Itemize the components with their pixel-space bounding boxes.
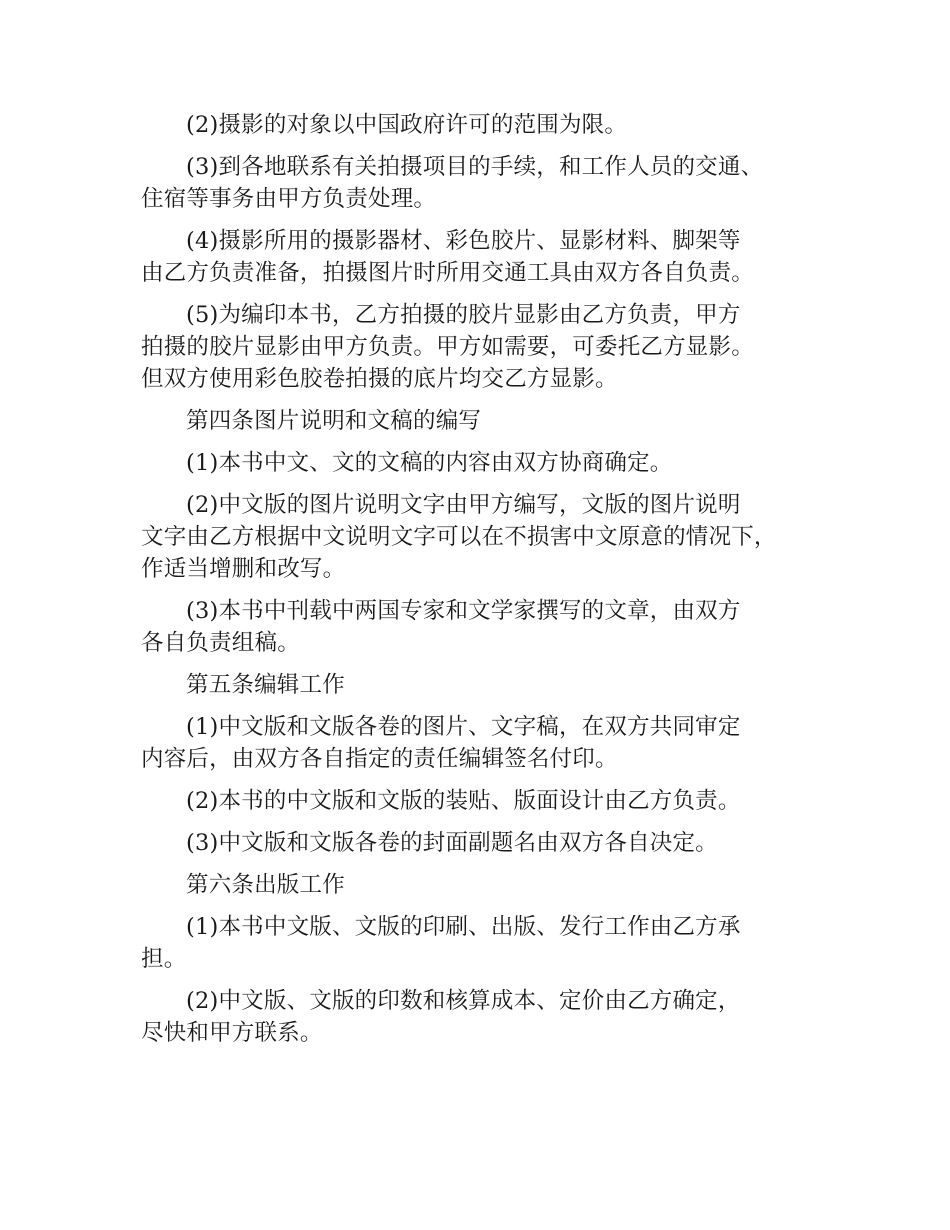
- clause-5-item-3: (3)中文版和文版各卷的封面副题名由双方各自决定。: [186, 830, 718, 856]
- clause-3-item-4: (4)摄影所用的摄影器材、彩色胶片、显影材料、脚架等 由乙方负责准备，拍摄图片时所用交通工具由双方各自负责。: [141, 228, 754, 286]
- clause-5-item-2: (2)本书的中文版和文版的装贴、版面设计由乙方负责。: [186, 788, 741, 814]
- clause-6-heading: 第六条出版工作: [186, 872, 345, 898]
- clause-3-item-2: (2)摄影的对象以中国政府许可的范围为限。: [186, 112, 628, 138]
- document-body: [141, 109, 841, 1059]
- clause-4-item-1: (1)本书中文、文的文稿的内容由双方协商确定。: [186, 450, 673, 476]
- clause-5-heading: 第五条编辑工作: [186, 672, 345, 698]
- clause-4-item-2: (2)中文版的图片说明文字由甲方编写，文版的图片说明 文字由乙方根据中文说明文字可以在不损害中文原意的情况下， 作适当增删和改写。: [141, 492, 777, 582]
- clause-5-item-1: (1)中文版和文版各卷的图片、文字稿，在双方共同审定 内容后，由双方各自指定的责任编辑签名付印。: [141, 714, 741, 772]
- clause-4-item-3: (3)本书中刊载中两国专家和文学家撰写的文章，由双方 各自负责组稿。: [141, 598, 741, 656]
- clause-3-item-3: (3)到各地联系有关拍摄项目的手续，和工作人员的交通、 住宿等事务由甲方负责处理。: [141, 154, 764, 212]
- clause-6-item-2: (2)中文版、文版的印数和核算成本、定价由乙方确定， 尽快和甲方联系。: [141, 988, 741, 1046]
- clause-6-item-1: (1)本书中文版、文版的印刷、出版、发行工作由乙方承 担。: [141, 914, 741, 972]
- clause-3-item-5: (5)为编印本书，乙方拍摄的胶片显影由乙方负责，甲方 拍摄的胶片显影由甲方负责。甲方如需要，可委托乙方显影。 但双方使用彩色胶卷拍摄的底片均交乙方显影。: [141, 302, 754, 392]
- clause-4-heading: 第四条图片说明和文稿的编写: [186, 408, 482, 434]
